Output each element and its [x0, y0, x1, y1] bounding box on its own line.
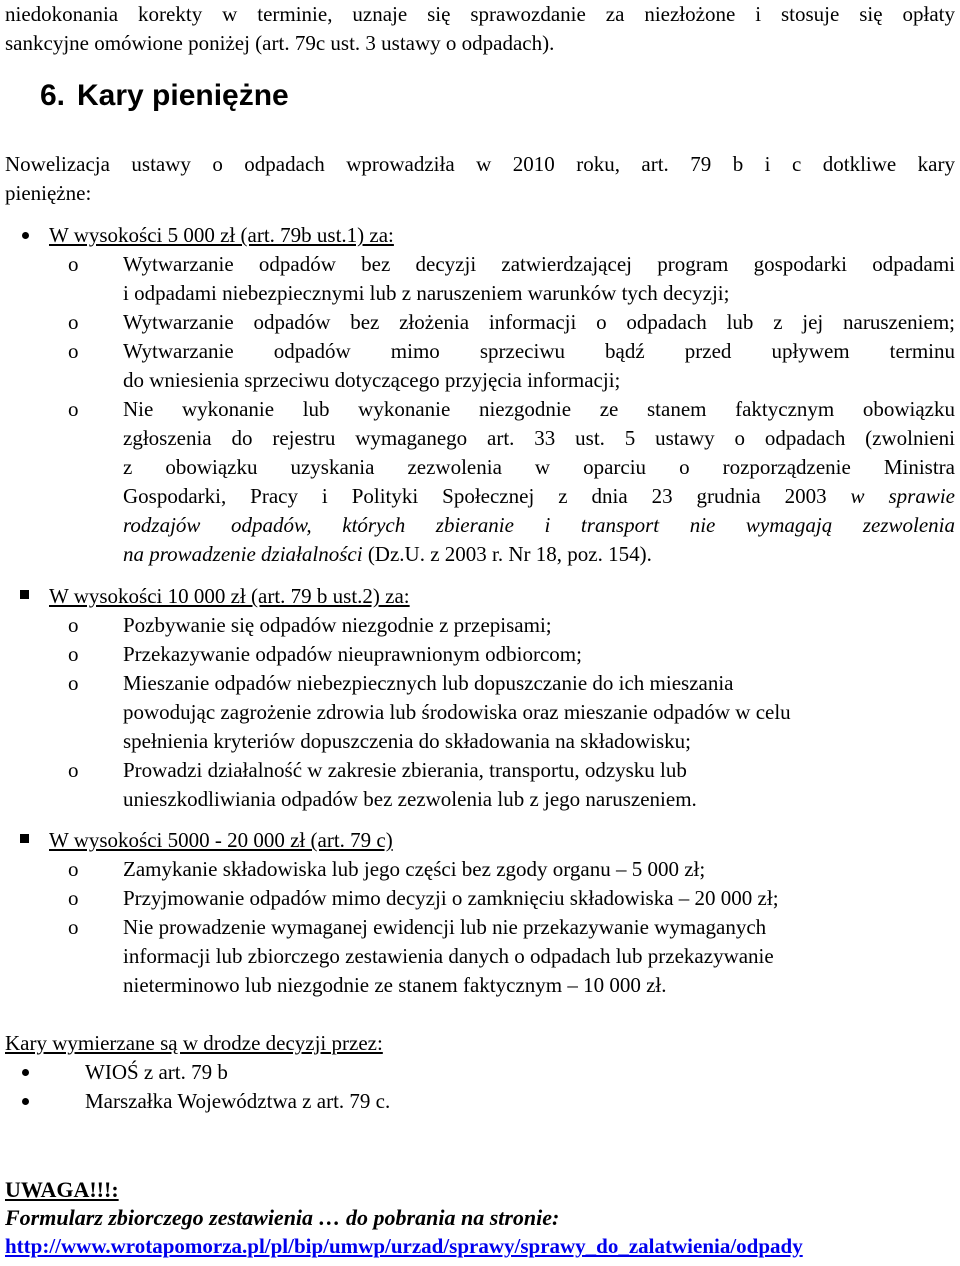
list-item-text: Gospodarki, Pracy i Polityki Społecznej z dnia 23 grudnia 2003 — [123, 484, 827, 508]
list-item: Przyjmowanie odpadów mimo decyzji o zamknięciu składowiska – 20 000 zł; — [123, 886, 779, 910]
list-item: Mieszanie odpadów niebezpiecznych lub dopuszczanie do ich mieszania — [123, 671, 734, 695]
list-marker: o — [68, 310, 79, 334]
list-item-cont: spełnienia kryteriów dopuszczenia do składowania na składowisku; — [123, 729, 692, 753]
section-number: 6. — [40, 79, 66, 112]
decision-item: Marszałka Województwa z art. 79 c. — [85, 1089, 391, 1113]
list-marker: o — [68, 397, 79, 421]
list-item-text: (Dz.U. z 2003 r. Nr 18, poz. 154). — [367, 542, 652, 566]
download-link[interactable]: http://www.wrotapomorza.pl/pl/bip/umwp/urzad/sprawy/sprawy_do_zalatwienia/odpady — [5, 1234, 803, 1258]
list-item-cont: unieszkodliwiania odpadów bez zezwolenia lub z jego naruszeniem. — [123, 787, 697, 811]
list-marker: o — [68, 758, 79, 782]
list-marker: o — [68, 915, 79, 939]
section-heading — [40, 76, 289, 116]
list-item: Wytwarzanie odpadów bez złożenia informacji o odpadach lub z jej naruszeniem; — [123, 310, 955, 334]
list-item: Wytwarzanie odpadów bez decyzji zatwierdzającej program gospodarki odpadami — [123, 252, 955, 276]
list-item: Przekazywanie odpadów nieuprawnionym odbiorcom; — [123, 642, 582, 666]
bullet-square — [20, 834, 29, 843]
list-marker: o — [68, 613, 79, 637]
list-item-cont: informacji lub zbiorczego zestawienia danych o odpadach lub przekazywanie — [123, 944, 774, 968]
list-item-cont: z obowiązku uzyskania zezwolenia w oparciu o rozporządzenie Ministra — [123, 455, 955, 479]
list-item-italic: w sprawie — [850, 484, 955, 508]
list-item: Nie wykonanie lub wykonanie niezgodnie ze stanem faktycznym obowiązku — [123, 397, 955, 421]
list-item: Pozbywanie się odpadów niezgodnie z przepisami; — [123, 613, 552, 637]
list-item-cont: nieterminowo lub niezgodnie ze stanem faktycznym – 10 000 zł. — [123, 973, 667, 997]
group3-heading — [49, 826, 393, 855]
bullet-dot — [22, 232, 29, 239]
decision-item: WIOŚ z art. 79 b — [85, 1060, 228, 1084]
list-item-italic: na prowadzenie działalności — [123, 542, 363, 566]
group2-heading — [49, 582, 410, 611]
group1-heading-text: W wysokości 5 000 zł (art. 79b ust.1) za: — [49, 223, 394, 247]
list-item-cont — [123, 540, 652, 569]
list-marker: o — [68, 252, 79, 276]
bullet-square — [20, 590, 29, 599]
list-marker: o — [68, 857, 79, 881]
bullet-dot — [22, 1069, 29, 1076]
list-marker: o — [68, 642, 79, 666]
bullet-dot — [22, 1098, 29, 1105]
list-item: Prowadzi działalność w zakresie zbierania, transportu, odzysku lub — [123, 758, 687, 782]
group1-heading — [49, 221, 394, 250]
list-item: Zamykanie składowiska lub jego części bez zgody organu – 5 000 zł; — [123, 857, 706, 881]
decisions-heading — [5, 1029, 383, 1058]
list-item-cont: powodując zagrożenie zdrowia lub środowiska oraz mieszanie odpadów w celu — [123, 700, 791, 724]
note-form-text: Formularz zbiorczego zestawienia … do pobrania na stronie: — [5, 1205, 560, 1230]
list-item: Wytwarzanie odpadów mimo sprzeciwu bądź przed upływem terminu — [123, 339, 955, 363]
group2-heading-text: W wysokości 10 000 zł (art. 79 b ust.2) za: — [49, 584, 410, 608]
list-item-cont — [123, 482, 955, 511]
list-marker: o — [68, 671, 79, 695]
section-title: Kary pieniężne — [77, 79, 289, 112]
paragraph-line: pieniężne: — [5, 181, 92, 205]
note-label: UWAGA!!!: — [5, 1177, 119, 1202]
paragraph-line: Nowelizacja ustawy o odpadach wprowadziła w 2010 roku, art. 79 b i c dotkliwe kary — [5, 152, 955, 176]
list-marker: o — [68, 339, 79, 363]
list-item-cont: do wniesienia sprzeciwu dotyczącego przyjęcia informacji; — [123, 368, 621, 392]
list-item-cont: i odpadami niebezpiecznymi lub z naruszeniem warunków tych decyzji; — [123, 281, 730, 305]
list-item: Nie prowadzenie wymaganej ewidencji lub nie przekazywanie wymaganych — [123, 915, 767, 939]
group3-heading-text: W wysokości 5000 - 20 000 zł (art. 79 c) — [49, 828, 393, 852]
decisions-heading-text: Kary wymierzane są w drodze decyzji przez: — [5, 1031, 383, 1055]
list-marker: o — [68, 886, 79, 910]
intro-line: sankcyjne omówione poniżej (art. 79c ust. 3 ustawy o odpadach). — [5, 31, 555, 55]
list-item-cont: rodzajów odpadów, których zbieranie i transport nie wymagają zezwolenia — [123, 513, 955, 537]
list-item-cont: zgłoszenia do rejestru wymaganego art. 33 ust. 5 ustawy o odpadach (zwolnieni — [123, 426, 955, 450]
intro-line: niedokonania korekty w terminie, uznaje się sprawozdanie za niezłożone i stosuje się opłaty — [5, 2, 955, 26]
